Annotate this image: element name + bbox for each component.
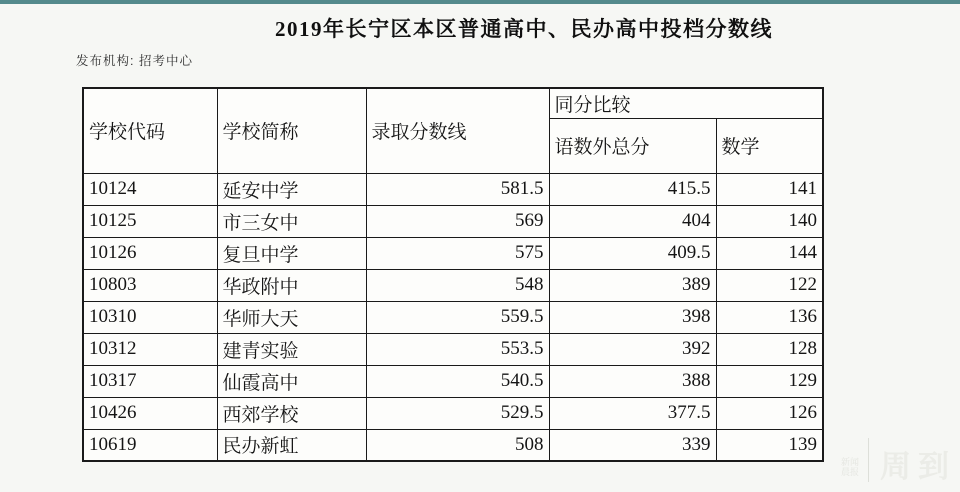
cell-code: 10426 [83, 397, 217, 429]
cell-code: 10125 [83, 205, 217, 237]
cell-score: 529.5 [366, 397, 549, 429]
cell-code: 10126 [83, 237, 217, 269]
cell-score: 553.5 [366, 333, 549, 365]
table-row [83, 365, 823, 397]
header-score-line: 录取分数线 [366, 88, 549, 173]
table-row [83, 333, 823, 365]
publisher-line: 发布机构: 招考中心 [76, 54, 193, 68]
cell-score: 575 [366, 237, 549, 269]
watermark-brand: 周到 [880, 449, 956, 484]
cell-name: 仙霞高中 [217, 365, 366, 397]
cell-name: 西郊学校 [217, 397, 366, 429]
cell-total: 388 [549, 365, 716, 397]
table-row [83, 429, 823, 461]
cell-total: 389 [549, 269, 716, 301]
cell-total: 415.5 [549, 173, 716, 205]
watermark-source-line2: 晨报 [840, 467, 859, 477]
cell-math: 129 [716, 365, 823, 397]
watermark [841, 438, 956, 484]
table-row [83, 397, 823, 429]
table-row [83, 269, 823, 301]
watermark-divider [868, 438, 869, 482]
cell-code: 10312 [83, 333, 217, 365]
cell-score: 548 [366, 269, 549, 301]
table-row [83, 173, 823, 205]
cell-code: 10317 [83, 365, 217, 397]
watermark-source-label [841, 457, 859, 477]
cell-name: 华师大天 [217, 301, 366, 333]
header-total-cmf: 语数外总分 [549, 118, 716, 173]
cell-total: 392 [549, 333, 716, 365]
cell-code: 10619 [83, 429, 217, 461]
table-row [83, 205, 823, 237]
cell-name: 民办新虹 [217, 429, 366, 461]
cell-math: 126 [716, 397, 823, 429]
cell-total: 398 [549, 301, 716, 333]
header-school-code: 学校代码 [83, 88, 217, 173]
watermark-source-line1: 新闻 [840, 457, 859, 467]
cell-total: 339 [549, 429, 716, 461]
cell-math: 136 [716, 301, 823, 333]
cell-math: 122 [716, 269, 823, 301]
cell-total: 377.5 [549, 397, 716, 429]
cell-math: 140 [716, 205, 823, 237]
cell-name: 延安中学 [217, 173, 366, 205]
header-school-name: 学校简称 [217, 88, 366, 173]
page-title: 2019年长宁区本区普通高中、民办高中投档分数线 [275, 17, 773, 41]
cell-math: 144 [716, 237, 823, 269]
table-row [83, 237, 823, 269]
cell-name: 复旦中学 [217, 237, 366, 269]
cell-score: 581.5 [366, 173, 549, 205]
cell-name: 市三女中 [217, 205, 366, 237]
header-same-score-compare: 同分比较 [549, 88, 823, 118]
cell-math: 141 [716, 173, 823, 205]
cell-math: 139 [716, 429, 823, 461]
header-math: 数学 [716, 118, 823, 173]
cell-score: 559.5 [366, 301, 549, 333]
top-accent-bar [0, 0, 960, 4]
cell-score: 569 [366, 205, 549, 237]
score-table [82, 87, 824, 462]
cell-code: 10310 [83, 301, 217, 333]
cell-name: 建青实验 [217, 333, 366, 365]
cell-name: 华政附中 [217, 269, 366, 301]
cell-total: 409.5 [549, 237, 716, 269]
cell-code: 10124 [83, 173, 217, 205]
cell-math: 128 [716, 333, 823, 365]
cell-score: 540.5 [366, 365, 549, 397]
cell-total: 404 [549, 205, 716, 237]
header-row-top [83, 88, 823, 118]
table-row [83, 301, 823, 333]
cell-code: 10803 [83, 269, 217, 301]
cell-score: 508 [366, 429, 549, 461]
